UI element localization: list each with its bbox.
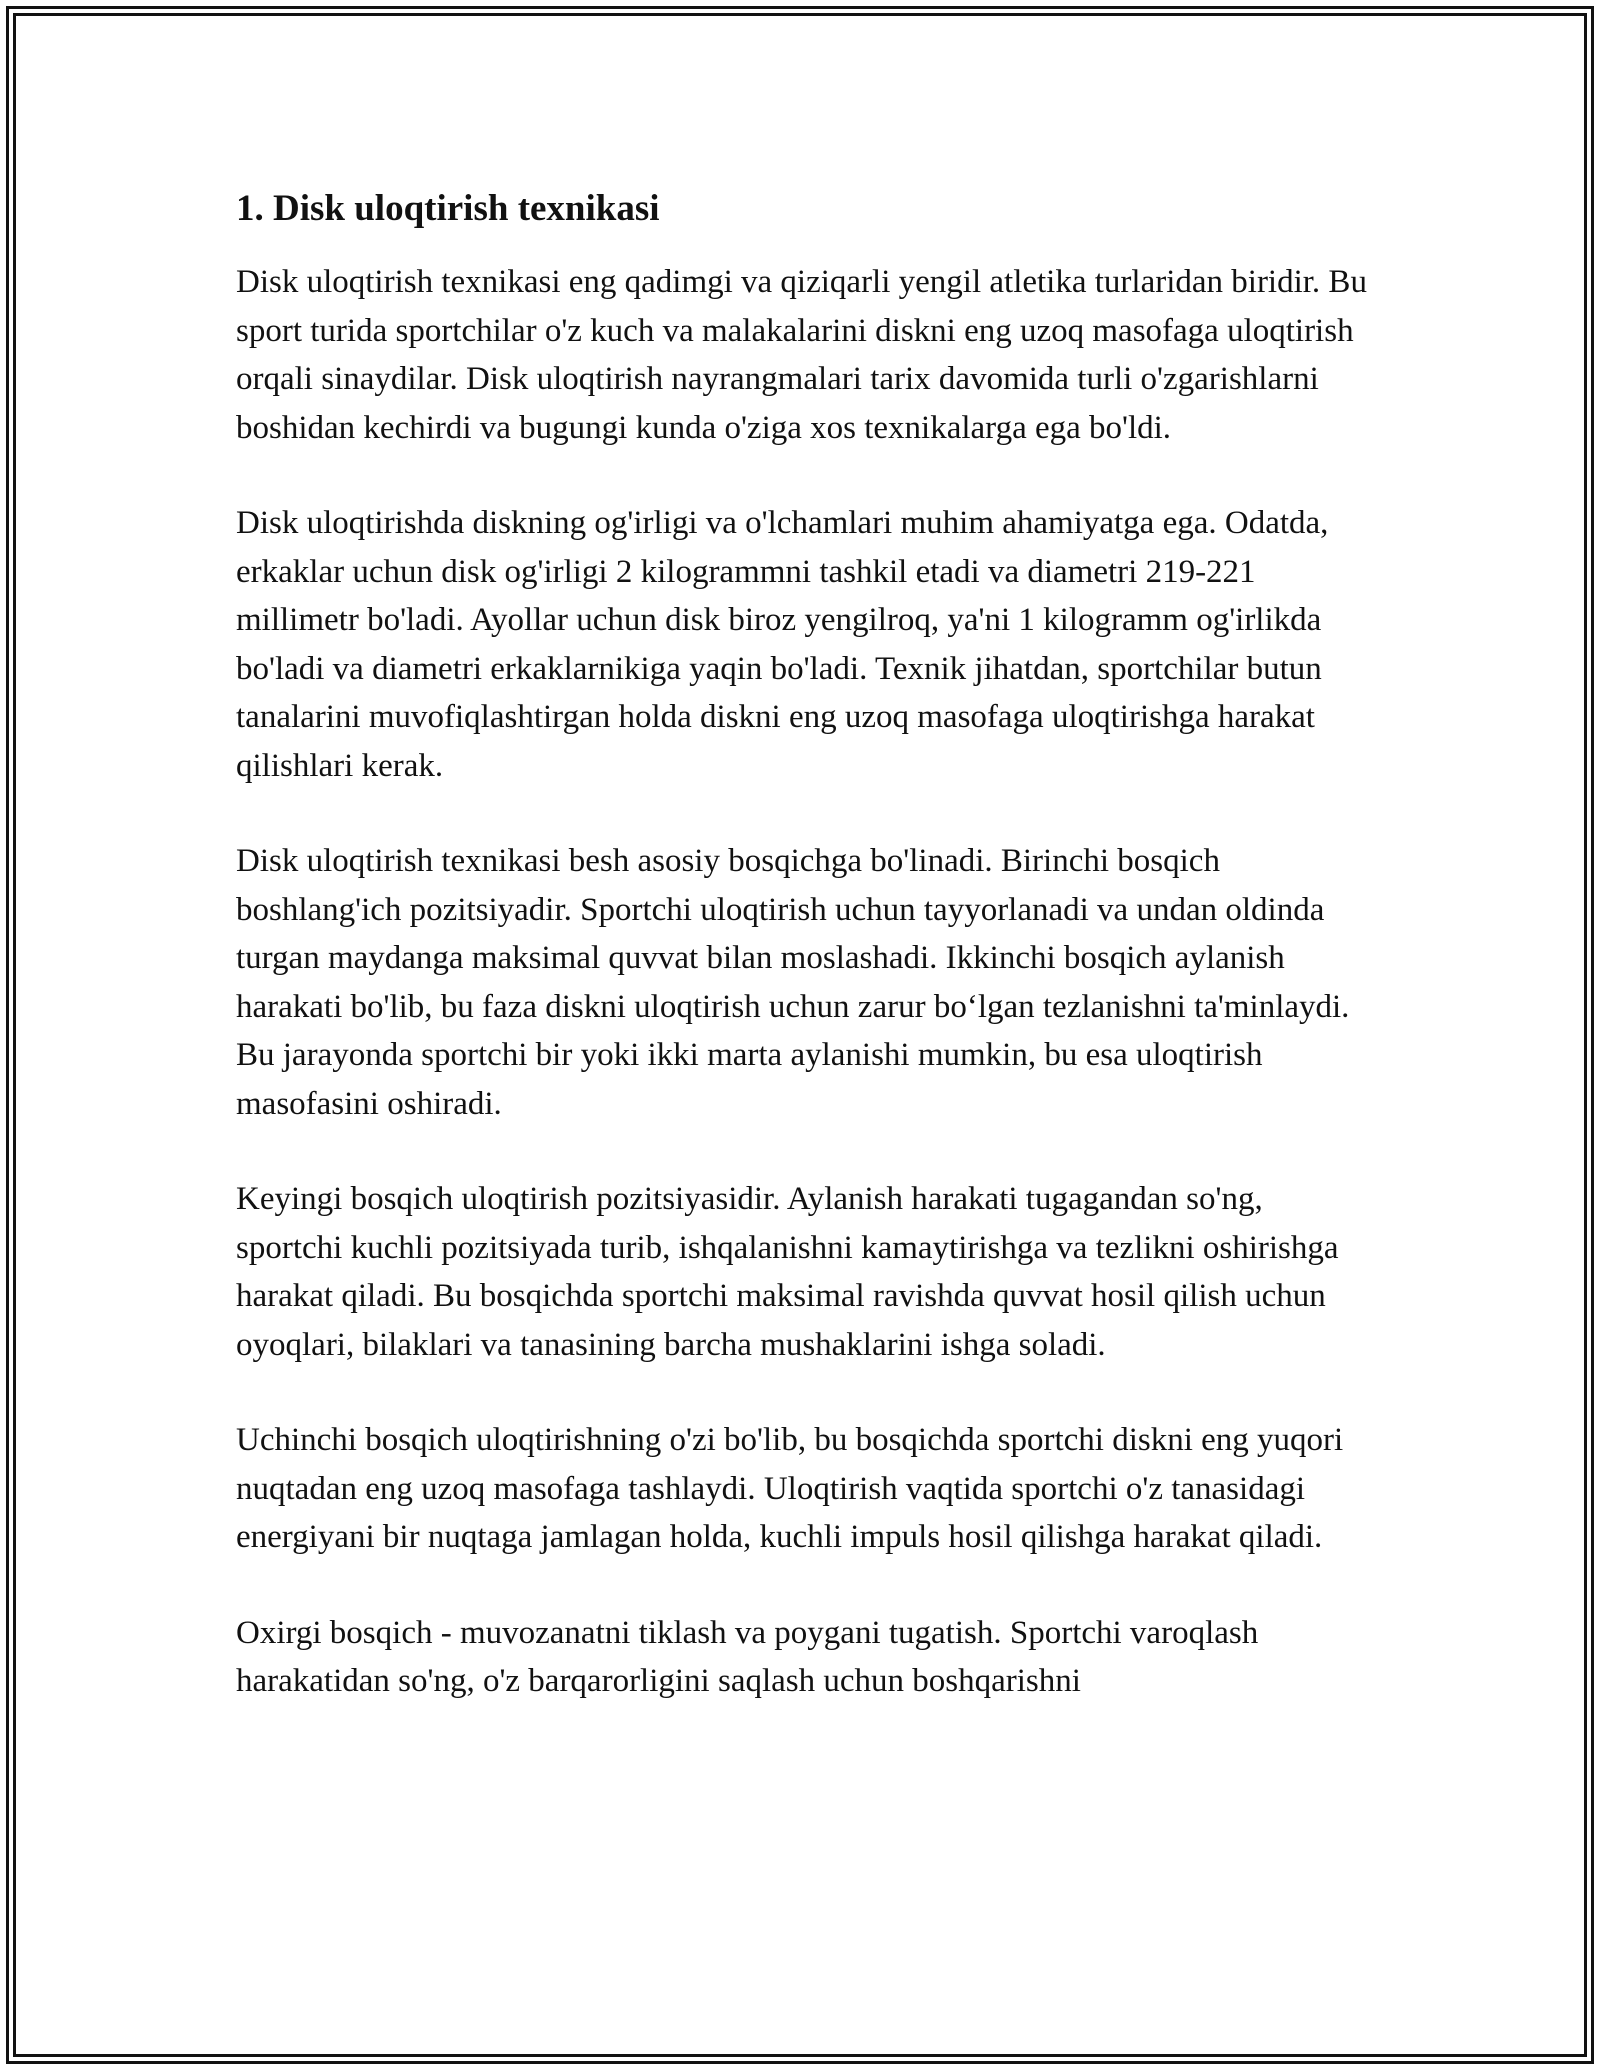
- paragraph-4: Keyingi bosqich uloqtirish pozitsiyasidir. Aylanish harakati tugagandan so'ng, sportchi kuchli pozitsiyada turib, ishqalanishni kamaytirishga va tezlikni oshirishga harakat qiladi. Bu bosqichda sportchi maksimal ravishda quvvat hosil qilish uchun oyoqlari, bilaklari va tanasining barcha mushaklarini ishga soladi.: [236, 1181, 1339, 1363]
- paragraph-2: Disk uloqtirishda diskning og'irligi va o'lchamlari muhim ahamiyatga ega. Odatda, erkaklar uchun disk og'irligi 2 kilogrammni tashkil etadi va diametri 219-221 millimetr bo'ladi. Ayollar uchun disk biroz yengilroq, ya'ni 1 kilogramm og'irlikda bo'ladi va diametri erkaklarnikiga yaqin bo'ladi. Texnik jihatdan, sportchilar butun tanalarini muvofiqlashtirgan holda diskni eng uzoq masofaga uloqtirishga harakat qilishlari kerak.: [236, 505, 1329, 784]
- paragraph-1: Disk uloqtirish texnikasi eng qadimgi va qiziqarli yengil atletika turlaridan biridir. Bu sport turida sportchilar o'z kuch va malakalarini diskni eng uzoq masofaga uloqtirish orqali sinaydilar. Disk uloqtirish nayrangmalari tarix davomida turli o'zgarishlarni boshidan kechirdi va bugungi kunda o'ziga xos texnikalarga ega bo'ldi.: [236, 264, 1367, 446]
- paragraph-5: Uchinchi bosqich uloqtirishning o'zi bo'lib, bu bosqichda sportchi diskni eng yuqori nuqtadan eng uzoq masofaga tashlaydi. Uloqtirish vaqtida sportchi o'z tanasidagi energiyani bir nuqtaga jamlagan holda, kuchli impuls hosil qilishga harakat qiladi.: [236, 1422, 1344, 1556]
- section-heading: 1. Disk uloqtirish texnikasi: [236, 188, 660, 229]
- paragraph-3: Disk uloqtirish texnikasi besh asosiy bosqichga bo'linadi. Birinchi bosqich boshlang'ich pozitsiyadir. Sportchi uloqtirish uchun tayyorlanadi va undan oldinda turgan maydanga maksimal quvvat bilan moslashadi. Ikkinchi bosqich aylanish harakati bo'lib, bu faza diskni uloqtirish uchun zarur bo‘lgan tezlanishni ta'minlaydi. Bu jarayonda sportchi bir yoki ikki marta aylanishi mumkin, bu esa uloqtirish masofasini oshiradi.: [236, 843, 1350, 1122]
- document-body: [236, 186, 1376, 1753]
- paragraph-6: Oxirgi bosqich - muvozanatni tiklash va poygani tugatish. Sportchi varoqlash harakatidan so'ng, o'z barqarorligini saqlash uchun boshqarishni: [236, 1614, 1259, 1700]
